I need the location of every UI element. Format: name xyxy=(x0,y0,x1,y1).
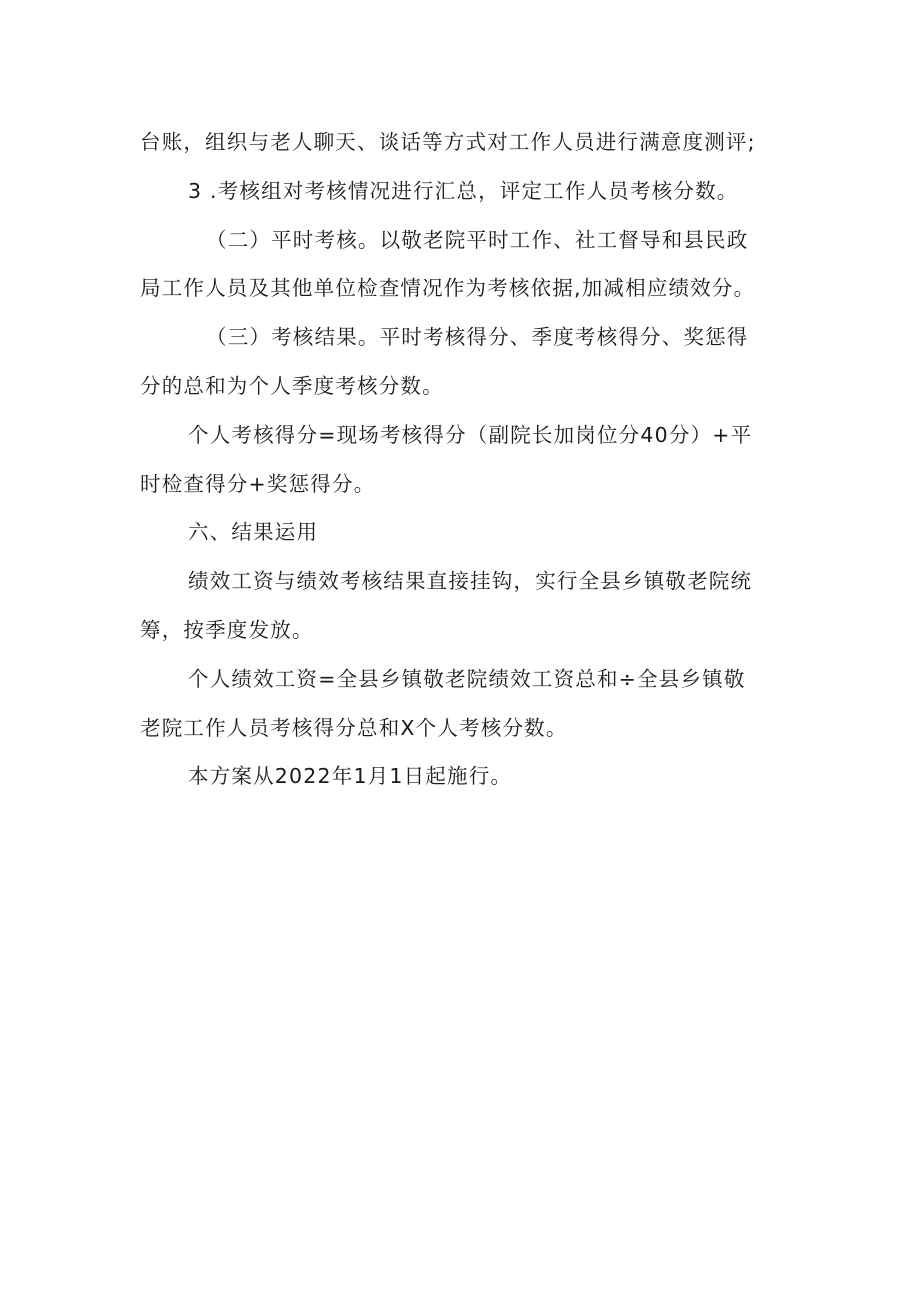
paragraph-line: 老院工作人员考核得分总和X个人考核分数。 xyxy=(140,715,568,740)
paragraph-line: 筹，按季度发放。 xyxy=(140,617,314,642)
paragraph-line: 个人绩效工资=全县乡镇敬老院绩效工资总和÷全县乡镇敬 xyxy=(188,666,746,691)
paragraph-line: （二）平时考核。以敬老院平时工作、社工督导和县民政 xyxy=(206,227,749,252)
paragraph-line: 3 .考核组对考核情况进行汇总，评定工作人员考核分数。 xyxy=(188,178,739,203)
paragraph-line: 台账，组织与老人聊天、谈话等方式对工作人员进行满意度测评; xyxy=(140,130,756,154)
section-heading: 六、结果运用 xyxy=(188,520,319,545)
paragraph-line: 个人考核得分=现场考核得分（副院长加岗位分40分）+平 xyxy=(188,422,753,447)
paragraph-line: 绩效工资与绩效考核结果直接挂钩，实行全县乡镇敬老院统 xyxy=(188,569,753,594)
paragraph-line: 时检查得分+奖惩得分。 xyxy=(140,471,376,496)
paragraph-line: 分的总和为个人季度考核分数。 xyxy=(140,373,444,398)
paragraph-line: （三）考核结果。平时考核得分、季度考核得分、奖惩得 xyxy=(206,325,749,350)
paragraph-line: 本方案从2022年1月1日起施行。 xyxy=(188,764,513,789)
paragraph-line: 局工作人员及其他单位检查情况作为考核依据,加减相应绩效分。 xyxy=(140,276,756,301)
document-body xyxy=(140,118,790,801)
